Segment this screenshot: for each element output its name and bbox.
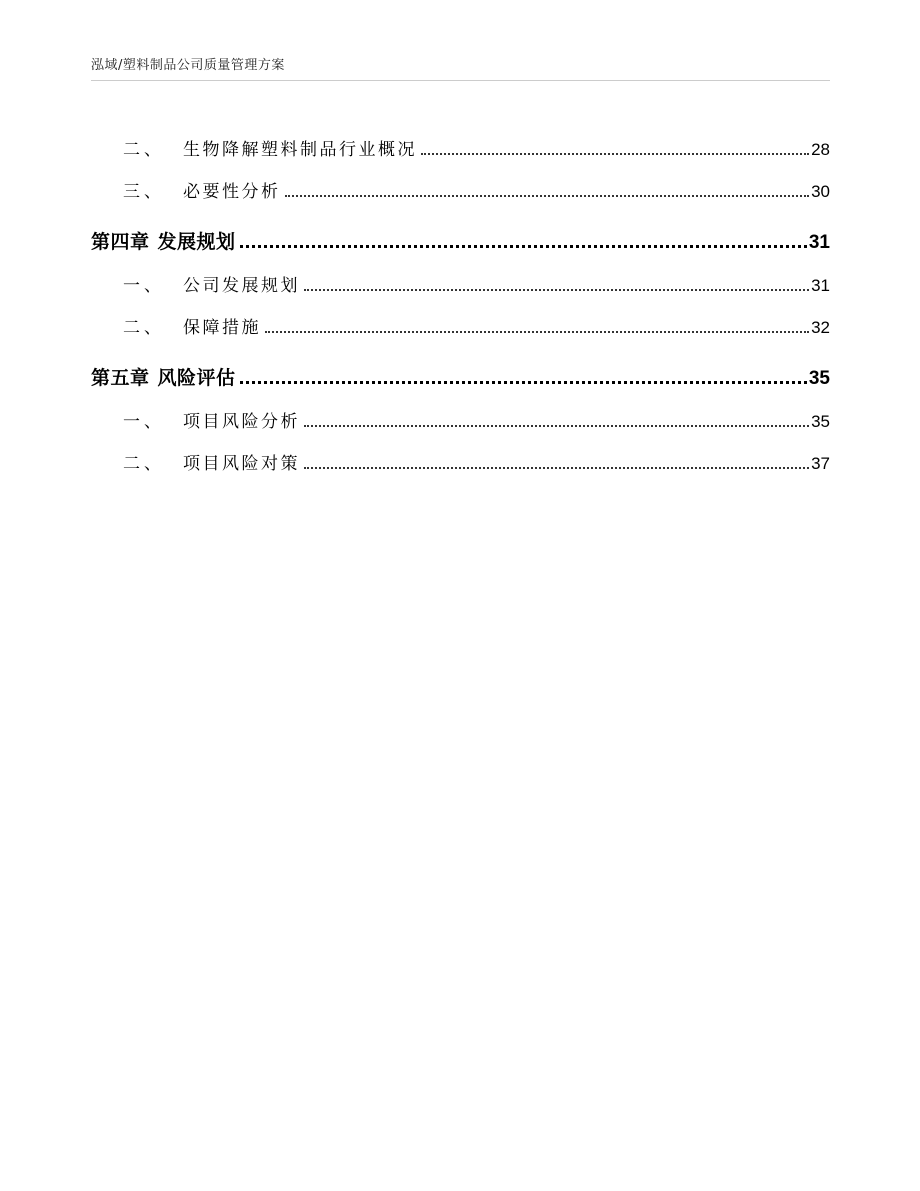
toc-chapter-title: 发展规划	[157, 231, 236, 253]
toc-leader-dots	[265, 331, 809, 333]
toc-leader-dots	[304, 289, 809, 291]
toc-chapter-page: 31	[808, 232, 830, 253]
toc-leader-dots	[285, 195, 810, 197]
toc-entry-necessity-analysis[interactable]	[91, 160, 830, 202]
toc-entry-page: 32	[811, 318, 830, 337]
toc-leader-dots	[240, 245, 807, 248]
toc-entry-page: 35	[811, 412, 830, 431]
toc-chapter-number: 第五章	[91, 367, 150, 389]
toc-chapter-title: 风险评估	[157, 367, 236, 389]
toc-entry-number: 一、	[123, 412, 165, 432]
toc-entry-industry-overview[interactable]	[91, 118, 830, 160]
toc-entry-number: 一、	[123, 276, 165, 296]
toc-leader-dots	[240, 381, 807, 384]
toc-entry-page: 31	[811, 276, 830, 295]
header-rule	[91, 80, 830, 81]
toc-entry-number: 二、	[123, 318, 165, 338]
toc-entry-title: 公司发展规划	[183, 276, 300, 296]
toc-entry-number: 二、	[123, 140, 165, 160]
toc-entry-title: 项目风险对策	[183, 454, 300, 474]
toc-entry-page: 30	[811, 182, 830, 201]
toc-entry-number: 三、	[123, 182, 165, 202]
toc-chapter-page: 35	[808, 368, 830, 389]
toc-entry-company-plan[interactable]	[91, 254, 830, 296]
toc-chapter-number: 第四章	[91, 231, 150, 253]
toc-leader-dots	[304, 425, 809, 427]
toc-entry-risk-countermeasures[interactable]	[91, 432, 830, 474]
toc-entry-title: 必要性分析	[183, 182, 281, 202]
toc-entry-page: 28	[811, 140, 830, 159]
running-header: 泓域/塑料制品公司质量管理方案	[91, 58, 285, 73]
toc-chapter-development-plan[interactable]	[91, 202, 830, 254]
toc-entry-title: 保障措施	[183, 318, 261, 338]
toc-entry-title: 生物降解塑料制品行业概况	[183, 140, 417, 160]
toc-entry-page: 37	[811, 454, 830, 473]
toc-entry-title: 项目风险分析	[183, 412, 300, 432]
toc-leader-dots	[304, 467, 809, 469]
toc-leader-dots	[421, 153, 809, 155]
toc-entry-number: 二、	[123, 454, 165, 474]
toc-entry-risk-analysis[interactable]	[91, 390, 830, 432]
toc-chapter-risk-assessment[interactable]	[91, 338, 830, 390]
toc-entry-safeguards[interactable]	[91, 296, 830, 338]
table-of-contents	[91, 118, 830, 474]
